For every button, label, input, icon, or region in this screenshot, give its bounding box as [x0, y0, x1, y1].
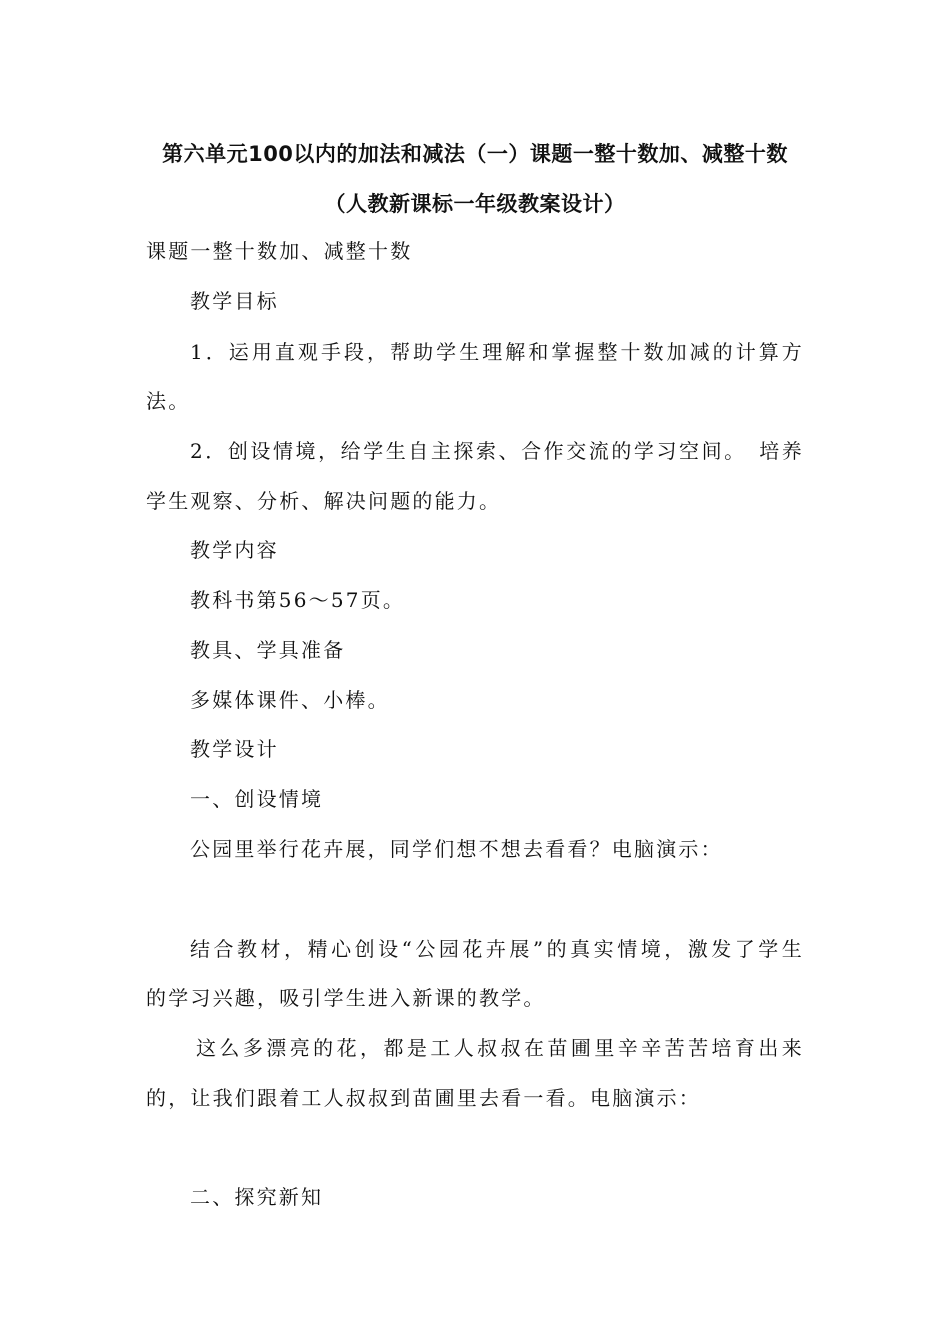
- step-1-text-2-line-2: 的，让我们跟着工人叔叔到苗圃里去看一看。电脑演示：: [146, 1086, 701, 1110]
- step-1-text-2-line-1: 这么多漂亮的花，都是工人叔叔在苗圃里辛辛苦苦培育出来: [196, 1036, 804, 1060]
- objective-1-line-1: 1．运用直观手段，帮助学生理解和掌握整十数加减的计算方: [190, 340, 804, 364]
- step-1-text: 公园里举行花卉展，同学们想不想去看看？电脑演示：: [190, 837, 723, 861]
- section-heading-content: 教学内容: [190, 538, 279, 562]
- objective-2-line-2: 学生观察、分析、解决问题的能力。: [146, 489, 502, 513]
- commentary-1-line-2: 的学习兴趣，吸引学生进入新课的教学。: [146, 986, 546, 1010]
- step-2-heading: 二、探究新知: [190, 1185, 324, 1209]
- step-1-heading: 一、创设情境: [190, 787, 324, 811]
- document-subtitle: （人教新课标一年级教案设计）: [324, 192, 626, 216]
- materials-text: 多媒体课件、小棒。: [190, 688, 390, 712]
- section-heading-design: 教学设计: [190, 737, 279, 761]
- objective-1-line-2: 法。: [146, 389, 191, 413]
- section-heading-objectives: 教学目标: [190, 289, 279, 313]
- objective-2-line-1: 2．创设情境，给学生自主探索、合作交流的学习空间。 培养: [190, 439, 804, 463]
- section-heading-materials: 教具、学具准备: [190, 638, 346, 662]
- lesson-title-line: 课题一整十数加、减整十数: [146, 239, 413, 263]
- content-text: 教科书第56～57页。: [190, 588, 406, 612]
- document-title: 第六单元100以内的加法和减法（一）课题一整十数加、减整十数: [162, 142, 788, 166]
- commentary-1-line-1: 结合教材，精心创设“公园花卉展”的真实情境，激发了学生: [190, 937, 804, 961]
